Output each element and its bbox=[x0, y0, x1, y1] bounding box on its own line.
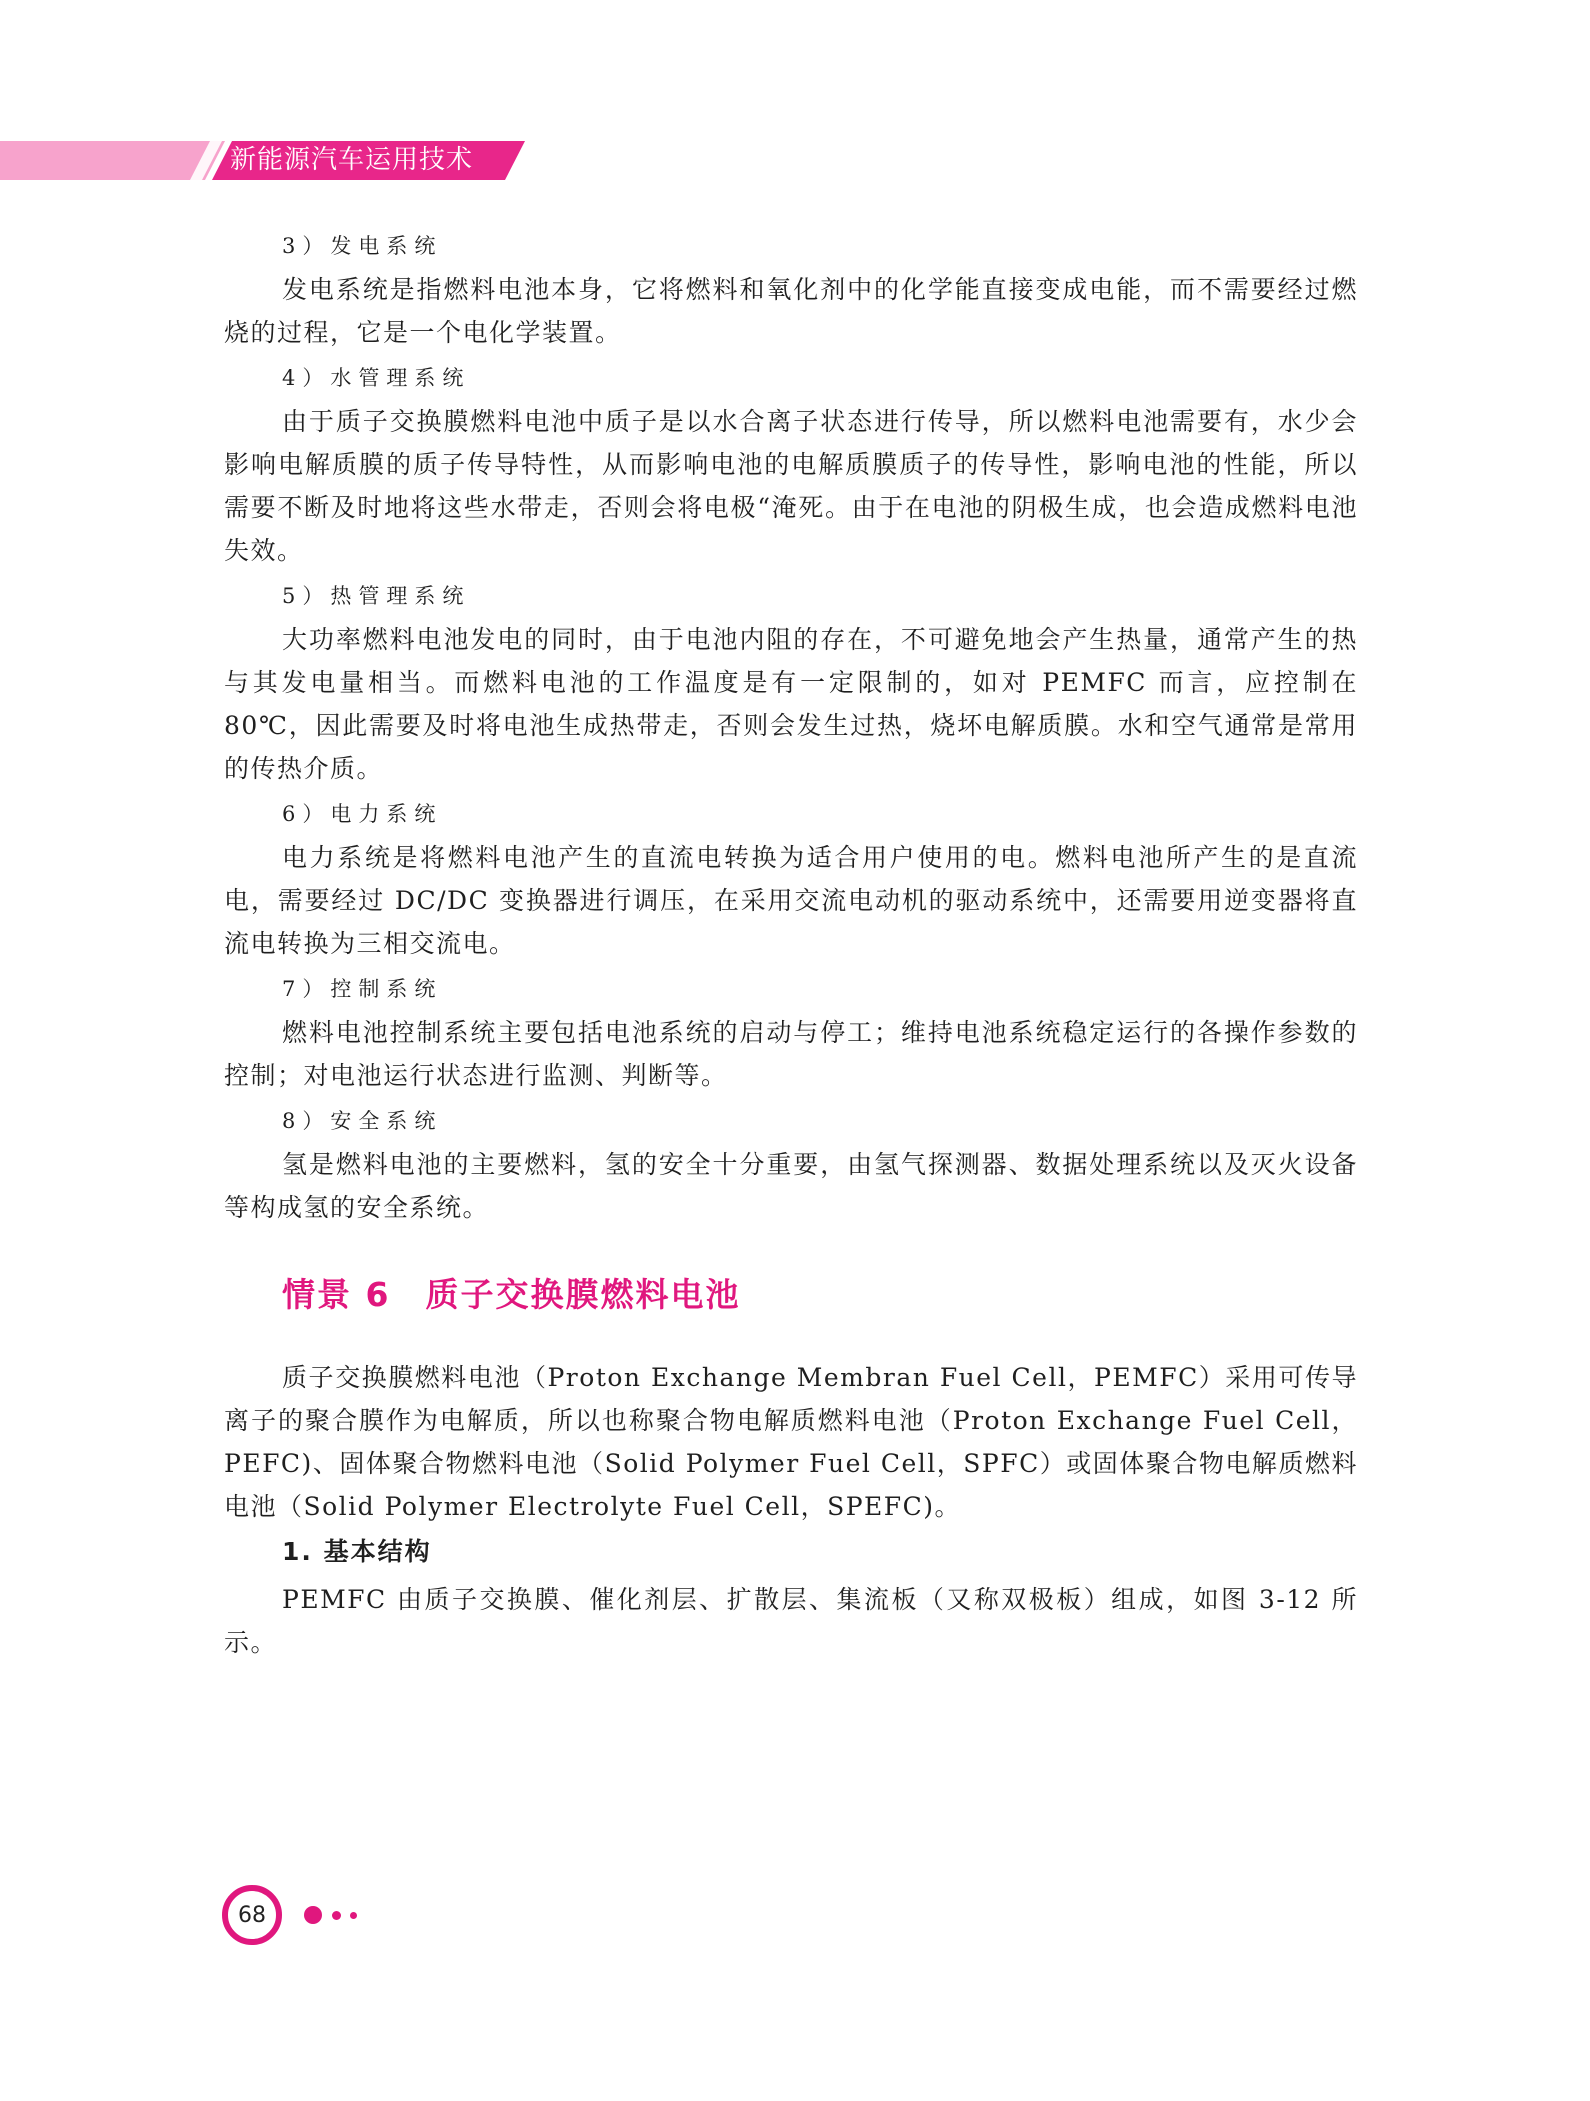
subheading-safety-system: 8）安全系统 bbox=[282, 1109, 443, 1133]
paragraph-basic-structure: PEMFC 由质子交换膜、催化剂层、扩散层、集流板（又称双极板）组成，如图 3-12 所示。 bbox=[224, 1585, 1358, 1657]
subheading-thermal-management: 5）热管理系统 bbox=[282, 584, 471, 608]
page-number: 68 bbox=[222, 1885, 282, 1945]
page-dot-medium bbox=[332, 1911, 341, 1920]
main-content bbox=[224, 224, 1358, 1666]
book-title: 新能源汽车运用技术 bbox=[230, 145, 474, 175]
subheading-power-system: 3）发电系统 bbox=[282, 234, 443, 258]
heading-basic-structure: 1. 基本结构 bbox=[282, 1537, 432, 1566]
paragraph-power-system: 发电系统是指燃料电池本身，它将燃料和氧化剂中的化学能直接变成电能，而不需要经过燃烧的过程，它是一个电化学装置。 bbox=[224, 275, 1358, 347]
subheading-water-management: 4）水管理系统 bbox=[282, 366, 471, 390]
paragraph-safety-system: 氢是燃料电池的主要燃料，氢的安全十分重要，由氢气探测器、数据处理系统以及灭火设备等构成氢的安全系统。 bbox=[224, 1150, 1358, 1222]
page-dot-small bbox=[350, 1912, 357, 1919]
subheading-control-system: 7）控制系统 bbox=[282, 977, 443, 1001]
scenario-title: 情景 6 质子交换膜燃料电池 bbox=[282, 1275, 741, 1314]
paragraph-electric-system: 电力系统是将燃料电池产生的直流电转换为适合用户使用的电。燃料电池所产生的是直流电，需要经过 DC/DC 变换器进行调压，在采用交流电动机的驱动系统中，还需要用逆变器将直流电转换为三相交流电。 bbox=[224, 843, 1358, 958]
paragraph-pemfc-intro: 质子交换膜燃料电池（Proton Exchange Membran Fuel Cell，PEMFC）采用可传导离子的聚合膜作为电解质，所以也称聚合物电解质燃料电池（Proton Exchange Fuel Cell，PEFC)、固体聚合物燃料电池（Solid Polymer Fuel Cell，SPFC）或固体聚合物电解质燃料电池（Solid Polymer Electrolyte Fuel Cell，SPEFC)。 bbox=[224, 1363, 1358, 1521]
subheading-electric-system: 6）电力系统 bbox=[282, 802, 443, 826]
paragraph-water-management: 由于质子交换膜燃料电池中质子是以水合离子状态进行传导，所以燃料电池需要有，水少会影响电解质膜的质子传导特性，从而影响电池的电解质膜质子的传导性，影响电池的性能，所以需要不断及时地将这些水带走，否则会将电极“淹死。由于在电池的阴极生成，也会造成燃料电池失效。 bbox=[224, 407, 1358, 565]
paragraph-control-system: 燃料电池控制系统主要包括电池系统的启动与停工；维持电池系统稳定运行的各操作参数的控制；对电池运行状态进行监测、判断等。 bbox=[224, 1018, 1358, 1090]
page-dot-large bbox=[304, 1906, 322, 1924]
page-number-badge bbox=[222, 1885, 382, 1955]
paragraph-thermal-management: 大功率燃料电池发电的同时，由于电池内阻的存在，不可避免地会产生热量，通常产生的热与其发电量相当。而燃料电池的工作温度是有一定限制的，如对 PEMFC 而言，应控制在 80℃，因此需要及时将电池生成热带走，否则会发生过热，烧坏电解质膜。水和空气通常是常用的传热介质。 bbox=[224, 625, 1358, 783]
